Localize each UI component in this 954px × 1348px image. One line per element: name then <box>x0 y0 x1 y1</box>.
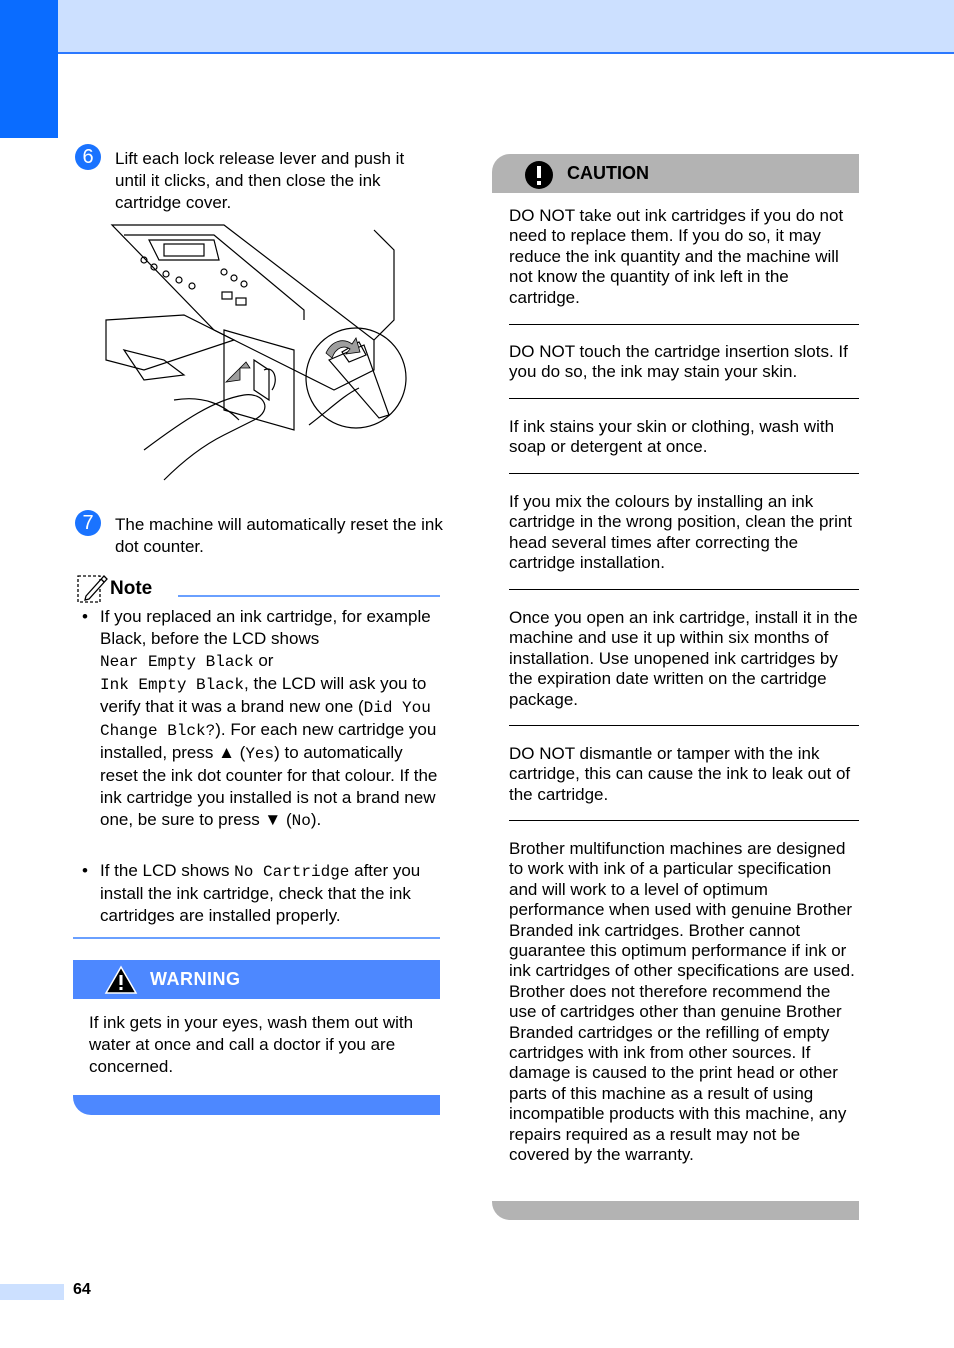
caution-rule <box>509 725 859 726</box>
note-title: Note <box>110 578 153 599</box>
bullet-dot: • <box>82 861 88 880</box>
lcd-no-cartridge: No Cartridge <box>234 863 350 881</box>
caution-rule <box>509 820 859 821</box>
b1-t5: ) to automatically reset the ink dot counter for that colour. If the ink cartridge you installed is not a brand new one, be sure to press ▼ ( <box>100 743 438 829</box>
note-bullet-1-text <box>100 606 440 832</box>
note-bullet-2-text <box>100 860 440 927</box>
caution-rule <box>509 589 859 590</box>
lcd-no: No <box>291 812 311 830</box>
chapter-tab <box>0 0 58 138</box>
lcd-near-empty: Near Empty Black <box>100 653 254 671</box>
warning-triangle-icon <box>104 965 138 995</box>
caution-paragraph-6: DO NOT dismantle or tamper with the ink cartridge, this can cause the ink to leak out of the cartridge. <box>509 744 851 804</box>
caution-rule <box>509 324 859 325</box>
cartridge-lever-illustration <box>104 220 414 488</box>
b1-t4: ). For each new cartridge you installed, press ▲ ( <box>100 720 437 762</box>
caution-exclamation-icon <box>524 160 554 190</box>
bullet-dot: • <box>82 607 88 626</box>
b1-t2: or <box>253 651 274 670</box>
lcd-yes: Yes <box>245 745 275 763</box>
b2-t1: If the LCD shows <box>100 861 235 880</box>
warning-footer <box>73 1095 440 1115</box>
note-pencil-icon <box>76 572 108 604</box>
note-bottom-rule <box>73 937 440 939</box>
caution-title: CAUTION <box>567 163 649 183</box>
warning-text: If ink gets in your eyes, wash them out with water at once and call a doctor if you are concerned. <box>89 1013 414 1076</box>
caution-paragraph-7: Brother multifunction machines are designed to work with ink of a particular specification and will work to a level of optimum performance when used with genuine Brother Branded ink cartridges. Brother cannot guarantee this optimum performance if ink or ink cartridges of other specifications are used. Brother does not therefore recommend the use of cartridges other than genuine Brother Branded cartridges or the refilling of empty cartridges with ink from other sources. If damage is caused to the print head or other parts of this machine as a result of using incompatible products with this machine, any repairs required as a result may not be covered by the warranty. <box>509 839 855 1165</box>
caution-rule <box>509 473 859 474</box>
caution-footer <box>492 1201 859 1220</box>
b2-t2: after you install the ink cartridge, check that the ink cartridges are installed properly. <box>100 861 421 925</box>
page-number: 64 <box>73 1281 91 1298</box>
caution-paragraph-2: DO NOT touch the cartridge insertion slots. If you do so, the ink may stain your skin. <box>509 342 848 382</box>
note-bullet-1 <box>82 606 440 851</box>
header-band <box>0 0 954 54</box>
note-rule <box>178 595 440 597</box>
step-7-badge: 7 <box>75 510 101 536</box>
step-6-text: Lift each lock release lever and push it until it clicks, and then close the ink cartridge cover. <box>115 149 405 212</box>
lcd-ink-empty: Ink Empty Black <box>100 676 245 694</box>
lcd-change-prompt: Did You Change Blck? <box>100 699 431 740</box>
warning-title: WARNING <box>150 969 241 989</box>
b1-t1: If you replaced an ink cartridge, for example Black, before the LCD shows <box>100 607 431 648</box>
caution-rule <box>509 398 859 399</box>
step-6-badge: 6 <box>75 144 101 170</box>
step-7-text: The machine will automatically reset the ink dot counter. <box>115 515 443 556</box>
caution-paragraph-3: If ink stains your skin or clothing, wash with soap or detergent at once. <box>509 417 835 457</box>
caution-paragraph-1: DO NOT take out ink cartridges if you do not need to replace them. If you do so, it may reduce the ink quantity and the machine will not know the quantity of ink left in the cartridge. <box>509 206 844 307</box>
b1-t3: , the LCD will ask you to verify that it was a brand new one ( <box>100 674 427 716</box>
note-bullet-2 <box>82 860 440 930</box>
b1-t6: ). <box>310 810 322 829</box>
footer-tab <box>0 1284 64 1300</box>
caution-paragraph-5: Once you open an ink cartridge, install it in the machine and use it up within six months of installation. Use unopened ink cartridges by the expiration date written on the cartridge package. <box>509 608 858 709</box>
caution-paragraph-4: If you mix the colours by installing an ink cartridge in the wrong position, clean the print head several times after correcting the cartridge installation. <box>509 492 853 573</box>
